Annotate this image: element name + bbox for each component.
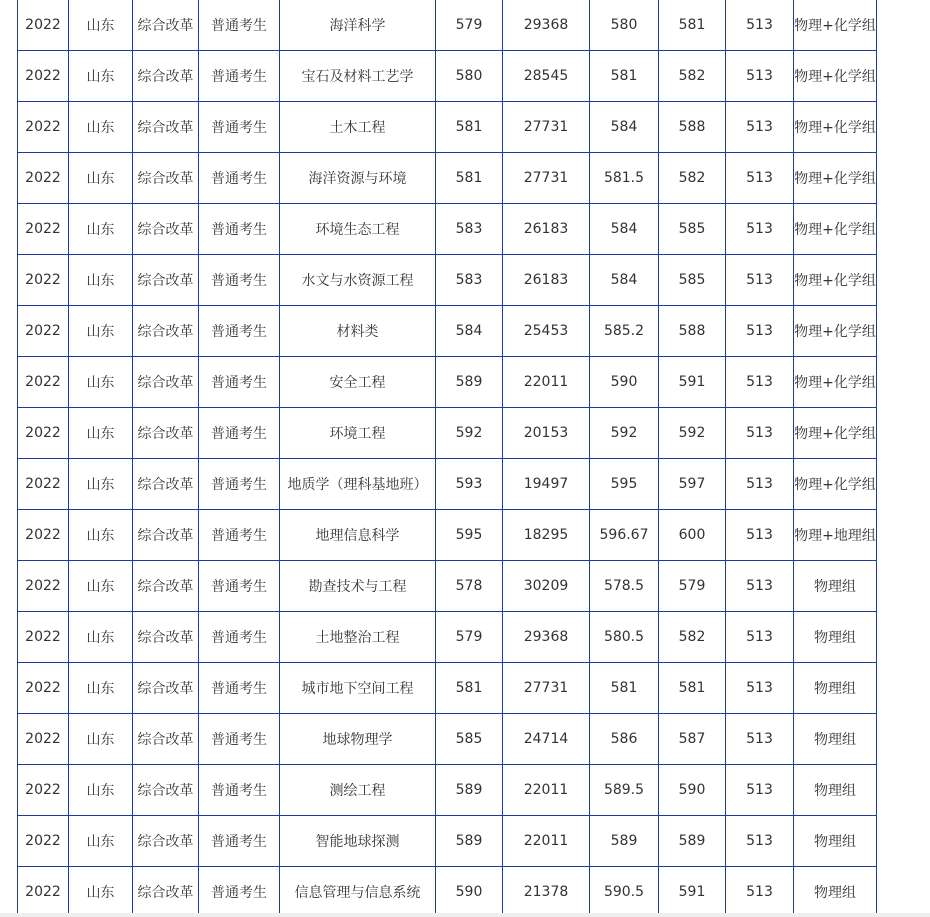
- max-score-cell: 581: [659, 663, 726, 714]
- avg-score-cell: 581: [590, 51, 659, 102]
- min-rank-cell: 22011: [503, 816, 590, 867]
- min-rank-cell: 28545: [503, 51, 590, 102]
- table-row: [18, 306, 877, 357]
- major-cell: 安全工程: [280, 357, 436, 408]
- year-cell: 2022: [18, 204, 69, 255]
- candidate-type-cell: 普通考生: [199, 102, 280, 153]
- subject-requirement-cell: 物理组: [794, 765, 877, 816]
- year-cell: 2022: [18, 255, 69, 306]
- min-score-cell: 581: [436, 153, 503, 204]
- year-cell: 2022: [18, 663, 69, 714]
- max-score-cell: 590: [659, 765, 726, 816]
- max-score-cell: 600: [659, 510, 726, 561]
- avg-score-cell: 590.5: [590, 867, 659, 917]
- province-cell: 山东: [69, 663, 133, 714]
- table-row: [18, 0, 877, 51]
- subject-requirement-cell: 物理+化学组: [794, 408, 877, 459]
- max-score-cell: 587: [659, 714, 726, 765]
- min-score-cell: 583: [436, 255, 503, 306]
- year-cell: 2022: [18, 816, 69, 867]
- major-cell: 测绘工程: [280, 765, 436, 816]
- batch-cell: 综合改革: [133, 204, 199, 255]
- table-row: [18, 765, 877, 816]
- province-cell: 山东: [69, 561, 133, 612]
- max-score-cell: 588: [659, 102, 726, 153]
- province-cell: 山东: [69, 765, 133, 816]
- table-row: [18, 663, 877, 714]
- province-cell: 山东: [69, 306, 133, 357]
- table-row: [18, 408, 877, 459]
- control-line-cell: 513: [726, 153, 794, 204]
- avg-score-cell: 585.2: [590, 306, 659, 357]
- candidate-type-cell: 普通考生: [199, 510, 280, 561]
- max-score-cell: 582: [659, 612, 726, 663]
- year-cell: 2022: [18, 306, 69, 357]
- avg-score-cell: 586: [590, 714, 659, 765]
- admission-score-table: [17, 0, 877, 917]
- subject-requirement-cell: 物理+化学组: [794, 306, 877, 357]
- batch-cell: 综合改革: [133, 0, 199, 51]
- province-cell: 山东: [69, 0, 133, 51]
- min-rank-cell: 19497: [503, 459, 590, 510]
- subject-requirement-cell: 物理+化学组: [794, 51, 877, 102]
- control-line-cell: 513: [726, 867, 794, 917]
- candidate-type-cell: 普通考生: [199, 408, 280, 459]
- table-row: [18, 561, 877, 612]
- control-line-cell: 513: [726, 357, 794, 408]
- subject-requirement-cell: 物理+化学组: [794, 102, 877, 153]
- min-rank-cell: 21378: [503, 867, 590, 917]
- province-cell: 山东: [69, 867, 133, 917]
- control-line-cell: 513: [726, 408, 794, 459]
- max-score-cell: 582: [659, 153, 726, 204]
- min-score-cell: 589: [436, 357, 503, 408]
- control-line-cell: 513: [726, 510, 794, 561]
- min-rank-cell: 27731: [503, 663, 590, 714]
- major-cell: 地质学（理科基地班）: [280, 459, 436, 510]
- table-row: [18, 255, 877, 306]
- max-score-cell: 592: [659, 408, 726, 459]
- min-score-cell: 595: [436, 510, 503, 561]
- min-score-cell: 589: [436, 816, 503, 867]
- major-cell: 材料类: [280, 306, 436, 357]
- batch-cell: 综合改革: [133, 153, 199, 204]
- avg-score-cell: 596.67: [590, 510, 659, 561]
- candidate-type-cell: 普通考生: [199, 816, 280, 867]
- year-cell: 2022: [18, 510, 69, 561]
- candidate-type-cell: 普通考生: [199, 255, 280, 306]
- min-score-cell: 593: [436, 459, 503, 510]
- min-rank-cell: 29368: [503, 612, 590, 663]
- year-cell: 2022: [18, 408, 69, 459]
- control-line-cell: 513: [726, 204, 794, 255]
- max-score-cell: 588: [659, 306, 726, 357]
- max-score-cell: 597: [659, 459, 726, 510]
- batch-cell: 综合改革: [133, 561, 199, 612]
- min-score-cell: 580: [436, 51, 503, 102]
- avg-score-cell: 589: [590, 816, 659, 867]
- avg-score-cell: 580.5: [590, 612, 659, 663]
- batch-cell: 综合改革: [133, 255, 199, 306]
- candidate-type-cell: 普通考生: [199, 561, 280, 612]
- control-line-cell: 513: [726, 663, 794, 714]
- avg-score-cell: 590: [590, 357, 659, 408]
- avg-score-cell: 584: [590, 255, 659, 306]
- subject-requirement-cell: 物理+化学组: [794, 255, 877, 306]
- major-cell: 环境工程: [280, 408, 436, 459]
- min-score-cell: 581: [436, 663, 503, 714]
- major-cell: 水文与水资源工程: [280, 255, 436, 306]
- province-cell: 山东: [69, 816, 133, 867]
- major-cell: 海洋科学: [280, 0, 436, 51]
- year-cell: 2022: [18, 459, 69, 510]
- max-score-cell: 591: [659, 357, 726, 408]
- candidate-type-cell: 普通考生: [199, 204, 280, 255]
- control-line-cell: 513: [726, 255, 794, 306]
- major-cell: 勘查技术与工程: [280, 561, 436, 612]
- min-score-cell: 579: [436, 0, 503, 51]
- table-body: [18, 0, 877, 917]
- subject-requirement-cell: 物理组: [794, 816, 877, 867]
- table-row: [18, 153, 877, 204]
- province-cell: 山东: [69, 153, 133, 204]
- candidate-type-cell: 普通考生: [199, 714, 280, 765]
- control-line-cell: 513: [726, 51, 794, 102]
- province-cell: 山东: [69, 714, 133, 765]
- avg-score-cell: 595: [590, 459, 659, 510]
- min-rank-cell: 20153: [503, 408, 590, 459]
- min-rank-cell: 29368: [503, 0, 590, 51]
- candidate-type-cell: 普通考生: [199, 357, 280, 408]
- min-rank-cell: 27731: [503, 153, 590, 204]
- table-row: [18, 459, 877, 510]
- min-rank-cell: 22011: [503, 357, 590, 408]
- candidate-type-cell: 普通考生: [199, 51, 280, 102]
- min-rank-cell: 26183: [503, 255, 590, 306]
- province-cell: 山东: [69, 459, 133, 510]
- subject-requirement-cell: 物理+化学组: [794, 459, 877, 510]
- batch-cell: 综合改革: [133, 663, 199, 714]
- min-rank-cell: 30209: [503, 561, 590, 612]
- avg-score-cell: 581: [590, 663, 659, 714]
- subject-requirement-cell: 物理+化学组: [794, 204, 877, 255]
- batch-cell: 综合改革: [133, 102, 199, 153]
- province-cell: 山东: [69, 255, 133, 306]
- control-line-cell: 513: [726, 459, 794, 510]
- candidate-type-cell: 普通考生: [199, 153, 280, 204]
- year-cell: 2022: [18, 0, 69, 51]
- major-cell: 信息管理与信息系统: [280, 867, 436, 917]
- batch-cell: 综合改革: [133, 408, 199, 459]
- control-line-cell: 513: [726, 714, 794, 765]
- province-cell: 山东: [69, 102, 133, 153]
- avg-score-cell: 578.5: [590, 561, 659, 612]
- year-cell: 2022: [18, 561, 69, 612]
- subject-requirement-cell: 物理组: [794, 612, 877, 663]
- table-row: [18, 357, 877, 408]
- min-score-cell: 589: [436, 765, 503, 816]
- subject-requirement-cell: 物理+化学组: [794, 0, 877, 51]
- max-score-cell: 585: [659, 255, 726, 306]
- page-bottom-edge: [0, 913, 930, 917]
- major-cell: 土地整治工程: [280, 612, 436, 663]
- major-cell: 土木工程: [280, 102, 436, 153]
- candidate-type-cell: 普通考生: [199, 765, 280, 816]
- max-score-cell: 582: [659, 51, 726, 102]
- min-rank-cell: 18295: [503, 510, 590, 561]
- control-line-cell: 513: [726, 561, 794, 612]
- year-cell: 2022: [18, 867, 69, 917]
- control-line-cell: 513: [726, 612, 794, 663]
- subject-requirement-cell: 物理+化学组: [794, 357, 877, 408]
- avg-score-cell: 589.5: [590, 765, 659, 816]
- major-cell: 地理信息科学: [280, 510, 436, 561]
- province-cell: 山东: [69, 408, 133, 459]
- min-rank-cell: 22011: [503, 765, 590, 816]
- province-cell: 山东: [69, 510, 133, 561]
- min-score-cell: 578: [436, 561, 503, 612]
- batch-cell: 综合改革: [133, 510, 199, 561]
- province-cell: 山东: [69, 357, 133, 408]
- table-row: [18, 612, 877, 663]
- year-cell: 2022: [18, 51, 69, 102]
- province-cell: 山东: [69, 612, 133, 663]
- subject-requirement-cell: 物理组: [794, 561, 877, 612]
- max-score-cell: 589: [659, 816, 726, 867]
- table-row: [18, 510, 877, 561]
- batch-cell: 综合改革: [133, 306, 199, 357]
- batch-cell: 综合改革: [133, 612, 199, 663]
- major-cell: 智能地球探测: [280, 816, 436, 867]
- year-cell: 2022: [18, 765, 69, 816]
- candidate-type-cell: 普通考生: [199, 0, 280, 51]
- control-line-cell: 513: [726, 816, 794, 867]
- candidate-type-cell: 普通考生: [199, 867, 280, 917]
- min-score-cell: 583: [436, 204, 503, 255]
- table-row: [18, 867, 877, 917]
- control-line-cell: 513: [726, 306, 794, 357]
- avg-score-cell: 584: [590, 204, 659, 255]
- year-cell: 2022: [18, 714, 69, 765]
- major-cell: 海洋资源与环境: [280, 153, 436, 204]
- min-score-cell: 581: [436, 102, 503, 153]
- control-line-cell: 513: [726, 102, 794, 153]
- batch-cell: 综合改革: [133, 357, 199, 408]
- min-rank-cell: 27731: [503, 102, 590, 153]
- avg-score-cell: 580: [590, 0, 659, 51]
- table-row: [18, 714, 877, 765]
- candidate-type-cell: 普通考生: [199, 663, 280, 714]
- min-rank-cell: 26183: [503, 204, 590, 255]
- batch-cell: 综合改革: [133, 51, 199, 102]
- table-row: [18, 102, 877, 153]
- min-score-cell: 592: [436, 408, 503, 459]
- subject-requirement-cell: 物理组: [794, 714, 877, 765]
- min-score-cell: 584: [436, 306, 503, 357]
- control-line-cell: 513: [726, 0, 794, 51]
- province-cell: 山东: [69, 51, 133, 102]
- year-cell: 2022: [18, 612, 69, 663]
- major-cell: 地球物理学: [280, 714, 436, 765]
- major-cell: 环境生态工程: [280, 204, 436, 255]
- table-row: [18, 51, 877, 102]
- max-score-cell: 585: [659, 204, 726, 255]
- candidate-type-cell: 普通考生: [199, 459, 280, 510]
- candidate-type-cell: 普通考生: [199, 306, 280, 357]
- batch-cell: 综合改革: [133, 765, 199, 816]
- batch-cell: 综合改革: [133, 459, 199, 510]
- year-cell: 2022: [18, 357, 69, 408]
- max-score-cell: 591: [659, 867, 726, 917]
- batch-cell: 综合改革: [133, 867, 199, 917]
- min-score-cell: 579: [436, 612, 503, 663]
- batch-cell: 综合改革: [133, 816, 199, 867]
- control-line-cell: 513: [726, 765, 794, 816]
- year-cell: 2022: [18, 153, 69, 204]
- subject-requirement-cell: 物理+地理组: [794, 510, 877, 561]
- subject-requirement-cell: 物理组: [794, 867, 877, 917]
- batch-cell: 综合改革: [133, 714, 199, 765]
- max-score-cell: 581: [659, 0, 726, 51]
- avg-score-cell: 584: [590, 102, 659, 153]
- table-row: [18, 816, 877, 867]
- min-rank-cell: 25453: [503, 306, 590, 357]
- year-cell: 2022: [18, 102, 69, 153]
- province-cell: 山东: [69, 204, 133, 255]
- major-cell: 城市地下空间工程: [280, 663, 436, 714]
- table-row: [18, 204, 877, 255]
- subject-requirement-cell: 物理+化学组: [794, 153, 877, 204]
- major-cell: 宝石及材料工艺学: [280, 51, 436, 102]
- min-rank-cell: 24714: [503, 714, 590, 765]
- subject-requirement-cell: 物理组: [794, 663, 877, 714]
- avg-score-cell: 581.5: [590, 153, 659, 204]
- avg-score-cell: 592: [590, 408, 659, 459]
- min-score-cell: 585: [436, 714, 503, 765]
- candidate-type-cell: 普通考生: [199, 612, 280, 663]
- min-score-cell: 590: [436, 867, 503, 917]
- max-score-cell: 579: [659, 561, 726, 612]
